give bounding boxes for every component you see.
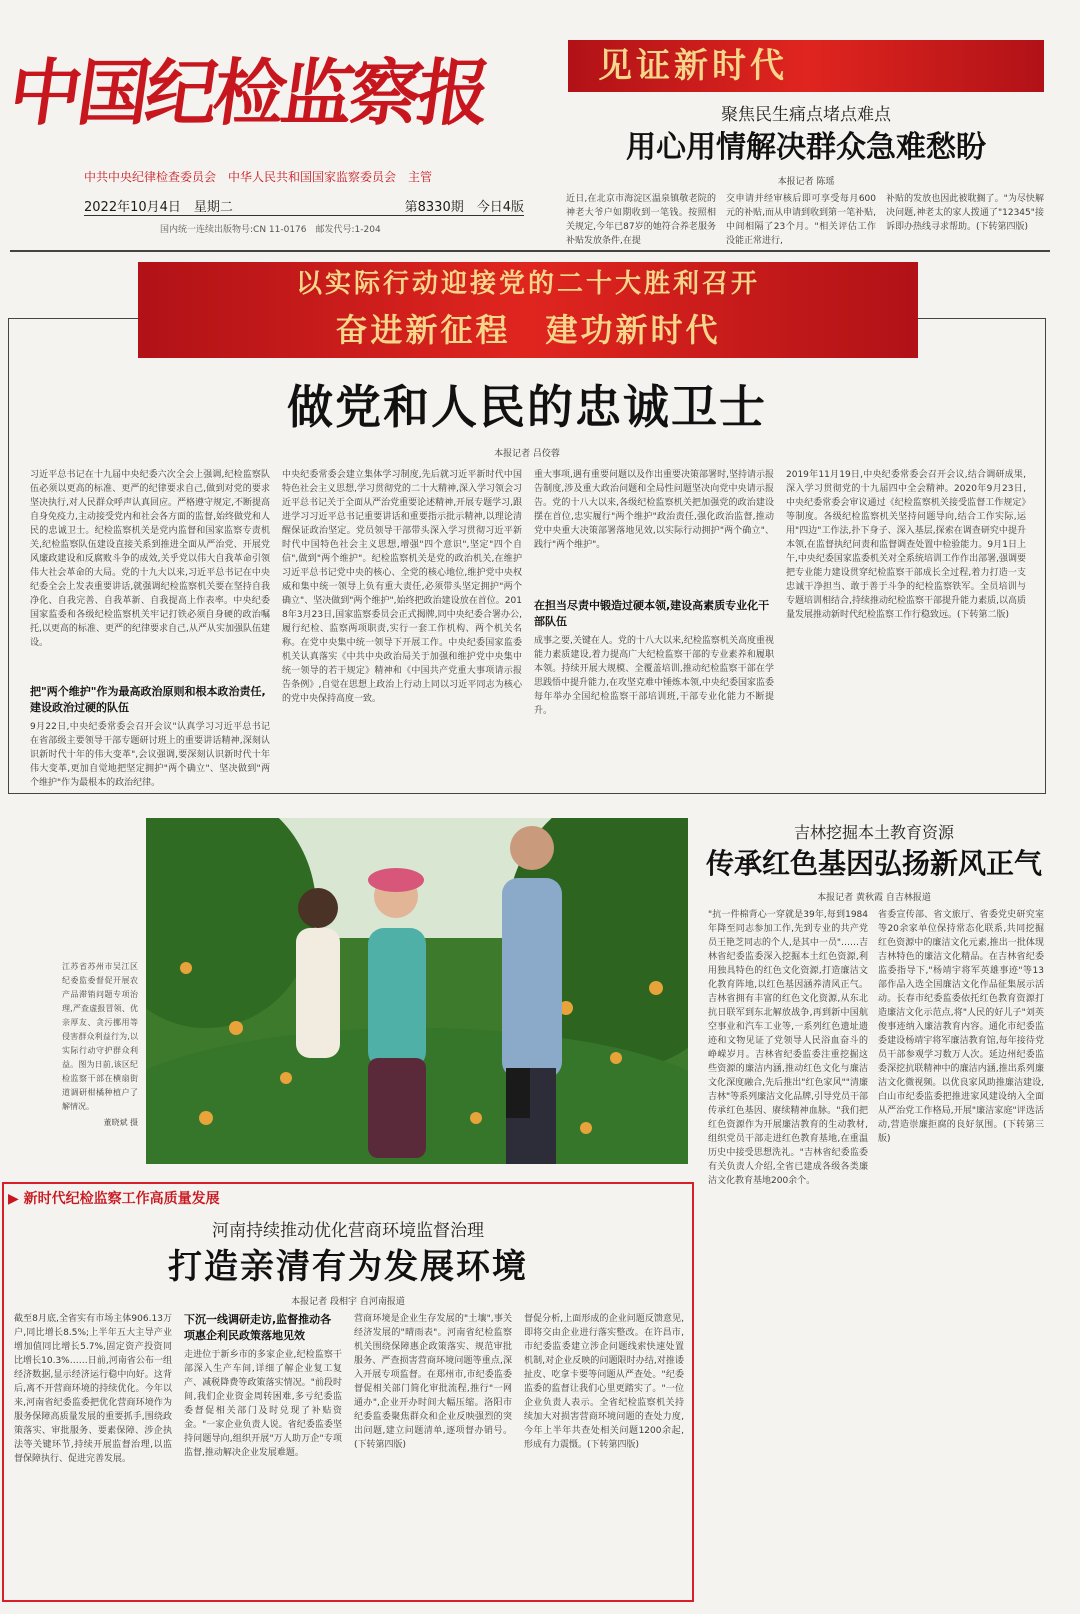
lead-col3-text: 重大事项,遇有重要问题以及作出重要决策部署时,坚持请示报告制度,涉及重大政治问题和全局性问题坚决向党中央请示报告。党的十八大以来,各级纪检监察机关把加强党的政治建设摆在首位,忠实履行"两个维护"政治责任,强化政治监督,推动党中央重大决策部署落地见效,以实际行动拥护"两个确立"、践行"两个维护"。 (534, 470, 774, 550)
top-byline: 本报记者 陈瑶 (777, 177, 835, 187)
jilin-column-2: 省委宣传部、省文旅厅、省委党史研究室等20余家单位保持常态化联系,共同挖掘红色资源中的廉洁文化元素,推出一批体现吉林特色的廉洁文化精品。在吉林省纪委监委指导下,"杨靖宇将军英雄事迹"等13部作品入选全国廉洁文化作品征集展示活动。长春市纪委监委依托红色教育资源打造廉洁文化示范点,将"人民的好儿子"刘英俊事迹纳入廉洁教育内容。通化市纪委监委建设杨靖宇将军廉洁教育馆,每年接待党员干部参观学习数万人次。延边州纪委监委深挖抗联精神中的廉洁内涵,推出系列廉洁文化微视频。以优良家风助推廉洁建设,白山市纪委监委把推进家风建设纳入全面从严治党工作格局,开展"廉洁家庭"评选活动,营造崇廉拒腐的良好氛围。(下转第三版) (878, 910, 1044, 1144)
photo-credit: 董晓斌 摄 (103, 1118, 138, 1127)
henan-col2-text: 走进位于新乡市的多家企业,纪检监察干部深入生产车间,详细了解企业复工复产、减税降费等政策落实情况。"前段时间,我们企业资金周转困难,多亏纪委监委督促相关部门及时兑现了补贴资金。"一家企业负责人说。省纪委监委坚持问题导向,组织开展"万人助万企"专项监督,推动解决企业发展难题。 (184, 1350, 342, 1458)
lead-column-1 (30, 468, 270, 790)
lead-banner-line1: 以实际行动迎接党的二十大胜利召开 (295, 269, 760, 299)
henan-section-label: 新时代纪检监察工作高质量发展 (23, 1191, 220, 1207)
lead-column-3 (534, 468, 774, 790)
lead-column-2: 中央纪委常委会建立集体学习制度,先后就习近平新时代中国特色社会主义思想,学习贯彻党的二十大精神,深入学习领会习近平总书记关于全面从严治党重要论述精神,开展专题学习,跟进学习习近平总书记重要讲话和重要指示批示精神,以理论清醒保证政治坚定。党员领导干部带头深入学习贯彻习近平新时代中国特色社会主义思想,增强"四个意识",坚定"四个自信",做到"两个维护"。纪检监察机关是党的政治机关,在维护习近平总书记党中央的核心、全党的核心地位,维护党中央权威和集中统一领导上负有重大责任,必须带头坚定拥护"两个确立"、坚决做到"两个维护",始终把政治建设放在首位。2018年3月23日,国家监察委员会正式揭牌,同中央纪委合署办公,履行纪检、监察两项职责,实行一套工作机构、两个机关名称。在党中央集中统一领导下开展工作。中央纪委国家监委机关认真落实《中共中央政治局关于加强和维护党中央集中统一领导的若干规定》精神和《中国共产党重大事项请示报告条例》,自觉在思想上政治上行动上同以习近平同志为核心的党中央保持高度一致。 (282, 470, 522, 704)
henan-column-2 (184, 1312, 342, 1598)
section-flag-icon: ▶ (8, 1191, 24, 1207)
lead-banner-line2: 奋进新征程 建功新时代 (335, 311, 721, 349)
lead-headline: 做党和人民的忠诚卫士 (287, 380, 767, 434)
lead-col3-subhead: 在担当尽责中锻造过硬本领,建设高素质专业化干部队伍 (534, 599, 770, 628)
jilin-column-1: "抗一件棉背心一穿就是39年,每到1984年降至同志参加工作,先到专业的共产党员王艳芝同志的个人,是其中一员"……吉林省纪委监委深入挖掘本土红色资源,利用独具特色的红色文化资源,打造廉洁文化教育阵地,以红色基因涵养清风正气。吉林省拥有丰富的红色文化资源,从东北抗日联军到东北解放战争,再到新中国航空事业和汽车工业等,一系列红色遗址遗迹和文物见证了党领导人民浴血奋斗的峥嵘岁月。吉林省纪委监委注重挖掘这些资源的廉洁内涵,推动红色文化与廉洁文化深度融合,先后推出"红色家风""清廉吉林"等系列廉洁文化品牌,引导党员干部传承红色基因、赓续精神血脉。"我们把红色资源作为开展廉洁教育的生动教材,组织党员干部走进红色教育基地,在重温历史中接受思想洗礼。"吉林省纪委监委有关负责人介绍,全省已建成各级各类廉洁文化教育基地200余个。 (708, 910, 868, 1186)
divider (84, 215, 524, 216)
top-headline: 用心用情解决群众急难愁盼 (626, 130, 986, 165)
henan-column-3: 营商环境是企业生存发展的"土壤",事关经济发展的"晴雨表"。河南省纪检监察机关围绕保障惠企政策落实、规范审批服务、严查损害营商环境问题等重点,深入开展专项监督。在郑州市,市纪委监委督促相关部门简化审批流程,推行"一网通办",企业开办时间大幅压缩。洛阳市纪委监委聚焦群众和企业反映强烈的突出问题,建立问题清单,逐项督办销号。(下转第四版) (354, 1314, 512, 1450)
date-row (84, 196, 524, 215)
henan-column-4: 督促分析,上面形成的企业问题反馈意见,即将交由企业进行落实整改。在许昌市,市纪委监委建立涉企问题线索快速处置机制,对企业反映的问题限时办结,对推诿扯皮、吃拿卡要等问题从严查处。"纪委监委的监督让我们心里更踏实了。"一位企业负责人表示。全省纪检监察机关持续加大对损害营商环境问题的查处力度,今年上半年共查处相关问题1200余起,形成有力震慑。(下转第四版) (524, 1314, 684, 1450)
top-kicker: 聚焦民生痛点堵点难点 (721, 105, 891, 125)
jilin-kicker: 吉林挖掘本土教育资源 (793, 823, 954, 842)
lead-col1-text: 习近平总书记在十九届中央纪委六次全会上强调,纪检监察队伍必须以更高的标准、更严的纪律要求自己,做到对党的要求坚决执行,对人民群众呼声认真回应。严格遵守规定,不断提高自身免疫力,主动接受党内和社会各方面的监督,始终做党和人民的忠诚卫士。纪检监察机关是党内监督和国家监察专责机关,纪检监察队伍建设直接关系到推进全面从严治党、开展党风廉政建设和反腐败斗争的成效,关乎党以伟大自我革命引领伟大社会革命的大局。党的十九大以来,习近平总书记在中央纪委全会上发表重要讲话,就强调纪检监察机关要在坚持自我净化、自我完善、自我革新、自我提高上作表率。中央纪委国家监委和各级纪检监察机关牢记打铁必须自身硬的政治嘱托,以更高的标准、更严的纪律要求自己,从严从实加强队伍建设。 (30, 470, 270, 648)
top-col-2: 交申请并经审核后即可享受每月600元的补贴,而从申请到收到第一笔补贴,中间相隔了23个月。"相关评估工作没能正常进行, (726, 194, 876, 246)
orchard-photo-illustration (146, 818, 688, 1164)
lead-byline: 本报记者 吕佼蓉 (494, 449, 560, 459)
issue-date: 2022年10月4日 星期二 (84, 200, 233, 215)
issue-number: 第8330期 今日4版 (404, 200, 524, 215)
banner-witness: 见证新时代 (568, 40, 1044, 92)
lead-column-4: 2019年11月19日,中央纪委常委会召开会议,结合调研成果,深入学习贯彻党的十九届四中全会精神。2020年9月23日,中央纪委常委会审议通过《纪检监察机关接受监督工作规定》等制度。各级纪检监察机关坚持问题导向,结合工作实际,运用"四边"工作法,扑下身子、深入基层,探索在调查研究中提升本领,在监督执纪问责和监督调查处置中检验能力。9月1日上午,中央纪委国家监委机关对全系统培训工作作出部署,强调要把专业能力建设贯穿纪检监察干部成长全过程,着力打造一支忠诚干净担当、敢于善于斗争的纪检监察铁军。全员培训与专题培训相结合,持续推动纪检监察干部提升能力素质,以高质量发展推动新时代纪检监察工作行稳致远。(下转第二版) (786, 470, 1026, 620)
orchard-photo (146, 818, 688, 1164)
henan-headline: 打造亲清有为发展环境 (168, 1247, 528, 1287)
top-col-3: 补贴的发放也因此被耽搁了。"为尽快解决问题,神老太的家人拨通了"12345"接诉即办热线寻求帮助。(下转第四版) (886, 194, 1044, 232)
photo-caption-text: 江苏省苏州市吴江区纪委监委督促开展农产品滞销问题专项治理,严查虚报冒领、优亲厚友、贪污挪用等侵害群众利益行为,以实际行动守护群众利益。图为日前,该区纪检监察干部在横扇街道调研柑橘种植户了解情况。 (62, 962, 138, 1111)
top-col-1: 近日,在北京市海淀区温泉镇敬老院的神老大爷户如期收到一笔钱。按照相关规定,今年已87岁的她符合养老服务补贴发放条件,在提 (566, 194, 716, 246)
masthead-title: 中国纪检监察报 (4, 50, 493, 135)
masthead-sponsor: 中共中央纪律检查委员会 中华人民共和国国家监察委员会 主管 (84, 170, 433, 184)
henan-col2-subhead: 下沉一线调研走访,监督推动各项惠企利民政策落地见效 (184, 1313, 332, 1342)
divider (10, 250, 1050, 252)
jilin-headline: 传承红色基因弘扬新风正气 (705, 847, 1042, 880)
lead-col1-text-b: 9月22日,中央纪委常委会召开会议"认真学习习近平总书记在省部级主要领导干部专题研讨班上的重要讲话精神,深刻认识新时代十年的伟大变革",会议强调,要深刻认识新时代十年伟大变革,更加自觉地把坚定拥护"两个确立"、坚决做到"两个维护"作为最根本的政治纪律。 (30, 722, 270, 788)
lead-banner (138, 262, 918, 358)
henan-section-tag (8, 1188, 220, 1208)
photo-caption (62, 960, 138, 1148)
henan-column-1: 截至8月底,全省实有市场主体906.13万户,同比增长8.5%;上半年五大主导产业增加值同比增长5.7%,固定资产投资同比增长10.3%……日前,河南省公布一组经济数据,显示经济运行稳中向好。这背后,离不开营商环境的持续优化。今年以来,河南省纪委监委把优化营商环境作为服务保障高质量发展的重要抓手,围绕政策落实、审批服务、要素保障、涉企执法等关键环节,持续开展监督治理,以监督保障执行、促进完善发展。 (14, 1314, 172, 1464)
jilin-byline: 本报记者 黄秋霞 自吉林报道 (817, 893, 931, 903)
pub-info: 国内统一连续出版物号:CN 11-0176 邮发代号:1-204 (160, 225, 381, 235)
henan-kicker: 河南持续推动优化营商环境监督治理 (212, 1221, 484, 1241)
lead-col1-subhead: 把"两个维护"作为最高政治原则和根本政治责任,建设政治过硬的队伍 (30, 685, 266, 714)
henan-byline: 本报记者 段相宇 自河南报道 (291, 1297, 405, 1307)
lead-col3-text-b: 成事之要,关键在人。党的十八大以来,纪检监察机关高度重视能力素质建设,着力提高广大纪检监察干部的专业素养和履职本领。持续开展大规模、全覆盖培训,推动纪检监察干部在学思践悟中提升能力,在攻坚克难中锤炼本领,中央纪委国家监委每年举办全国纪检监察干部培训班,干部专业化能力不断提升。 (534, 636, 774, 716)
